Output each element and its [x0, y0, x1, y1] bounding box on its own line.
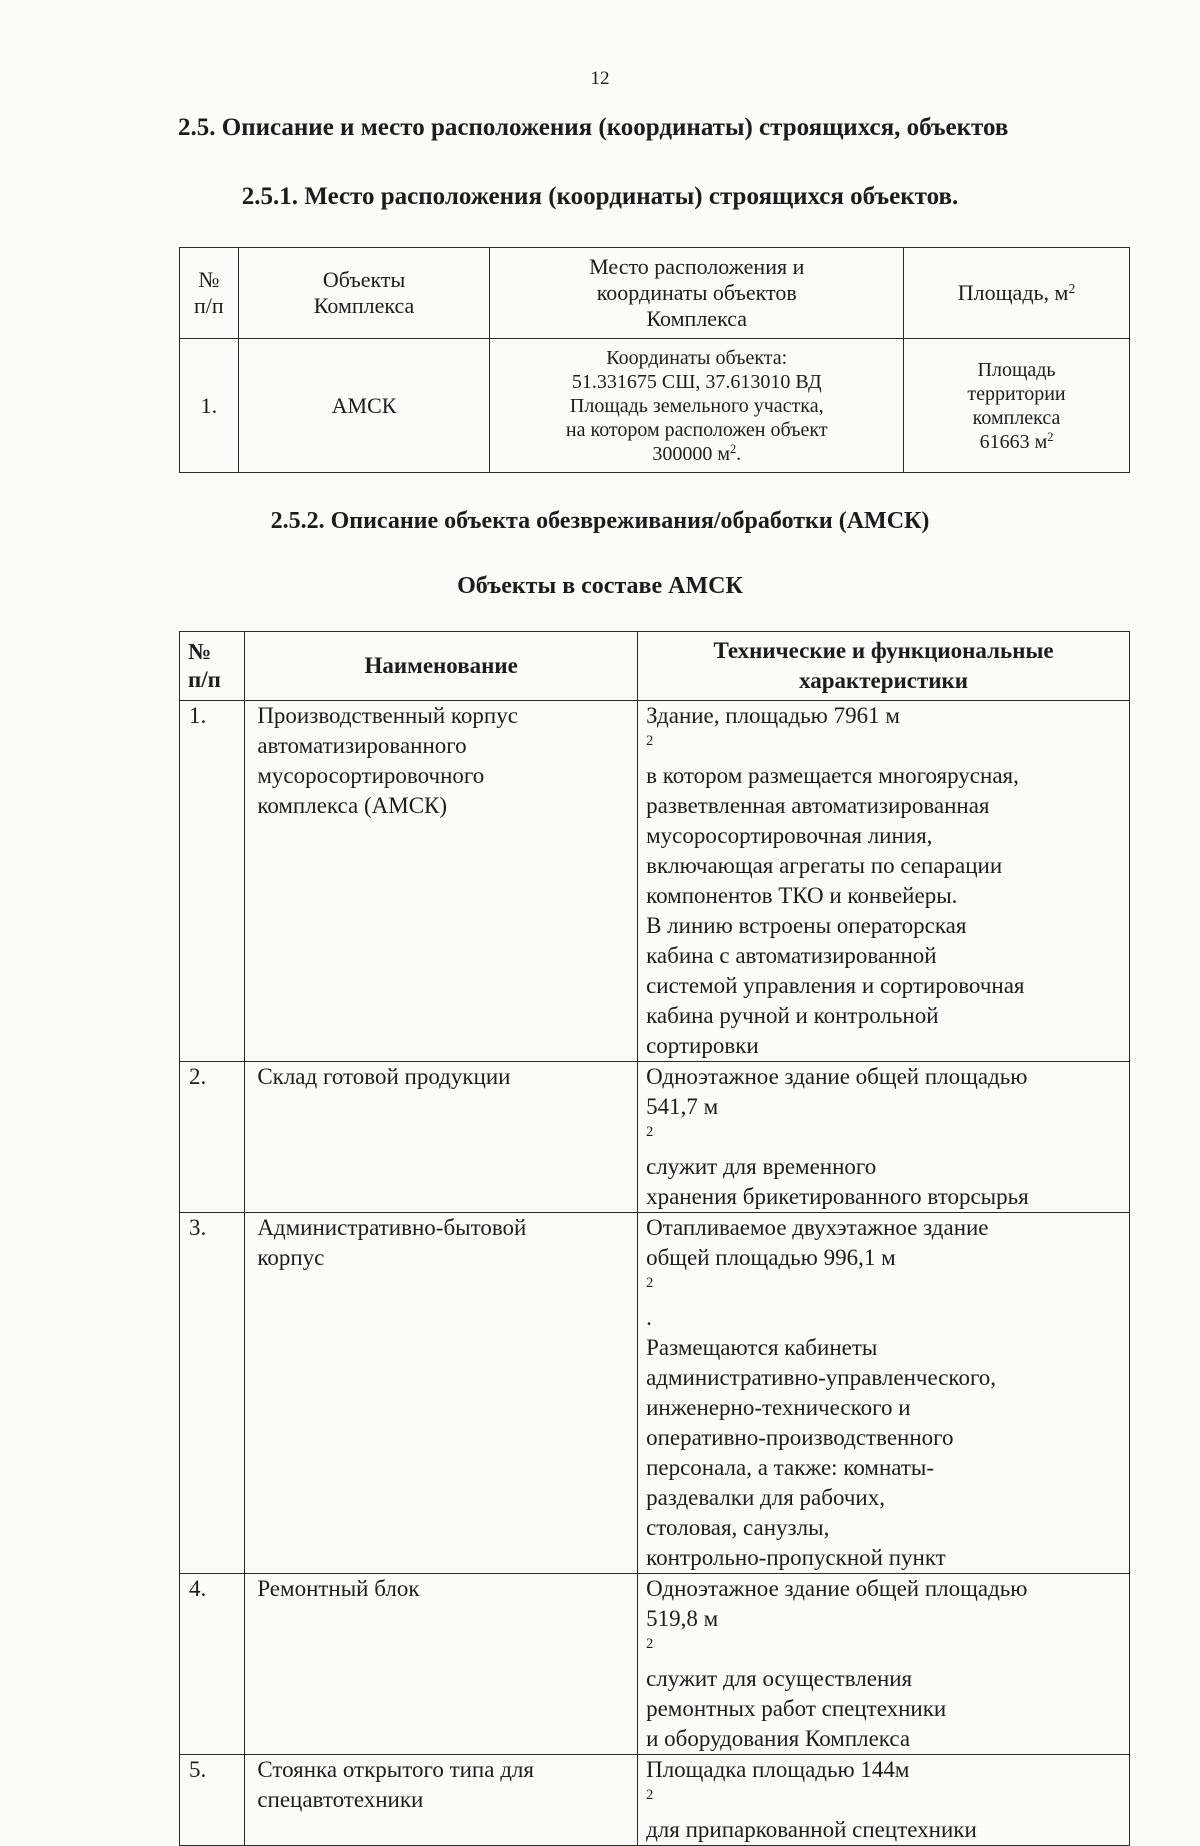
- desc-text: 541,7 м: [646, 1094, 719, 1119]
- header-num-line: №: [188, 639, 212, 664]
- location-line: Координаты объекта:: [606, 346, 788, 369]
- area-line: Площадь: [977, 358, 1056, 381]
- area-line: территории: [967, 382, 1066, 405]
- table-row: [180, 1574, 1130, 1755]
- row-num: 1.: [180, 339, 239, 473]
- location-area-sup: 2: [729, 441, 737, 456]
- desc-line: Отапливаемое двухэтажное здание: [646, 1215, 989, 1240]
- desc-line: Одноэтажное здание общей площадью: [646, 1576, 1028, 1601]
- header-location-line: Комплекса: [646, 306, 748, 331]
- desc-line: Размещаются кабинеты: [646, 1335, 878, 1360]
- area-value: 61663 м: [979, 430, 1048, 453]
- desc-line: кабина с автоматизированной: [646, 943, 937, 968]
- name-line: Склад готовой продукции: [257, 1064, 511, 1089]
- desc-line: ремонтных работ спецтехники: [646, 1696, 947, 1721]
- desc-line: для припаркованной спецтехники: [646, 1817, 977, 1842]
- header-objects-line: Комплекса: [313, 293, 415, 318]
- desc-line: раздевалки для рабочих,: [646, 1485, 885, 1510]
- location-line: Площадь земельного участка,: [569, 394, 824, 417]
- desc-line: включающая агрегаты по сепарации: [646, 853, 1003, 878]
- row-num: 1.: [180, 701, 245, 1062]
- header-name: Наименование: [245, 632, 638, 701]
- desc-text: общей площадью 996,1 м: [646, 1245, 896, 1270]
- name-line: корпус: [257, 1245, 325, 1270]
- desc-line: [646, 701, 1129, 761]
- desc-line: и оборудования Комплекса: [646, 1726, 911, 1751]
- desc-line: административно-управленческого,: [646, 1365, 997, 1390]
- desc-line: [646, 1755, 1129, 1815]
- row-name: [245, 1755, 638, 1846]
- desc-line: [646, 1243, 1129, 1333]
- area-sup: 2: [1047, 429, 1054, 444]
- area-line: комплекса: [972, 406, 1061, 429]
- desc-text: Площадка площадью 144м: [646, 1757, 910, 1782]
- desc-line: контрольно-пропускной пункт: [646, 1545, 946, 1570]
- subsection2-title: 2.5.2. Описание объекта обезвреживания/обработки (АМСК): [270, 508, 930, 534]
- header-objects: [238, 248, 490, 339]
- desc-text: служит для временного: [646, 1154, 877, 1179]
- row-name: [245, 701, 638, 1062]
- location-line: 51.331675 СШ, 37.613010 ВД: [571, 370, 822, 393]
- area-line: [904, 430, 1129, 454]
- row-description: [638, 1213, 1130, 1574]
- desc-sup: 2: [646, 1124, 654, 1141]
- desc-sup: 2: [646, 733, 654, 750]
- desc-text: служит для осуществления: [646, 1666, 913, 1691]
- desc-line: персонала, а также: комнаты-: [646, 1455, 935, 1480]
- table-row: [180, 339, 1130, 473]
- location-line: на котором расположен объект: [565, 418, 828, 441]
- desc-line: В линию встроены операторская: [646, 913, 967, 938]
- desc-text: .: [646, 1305, 652, 1330]
- row-num: 3.: [180, 1213, 245, 1574]
- header-num: [180, 248, 239, 339]
- subsection-title: 2.5.1. Место расположения (координаты) строящихся объектов.: [241, 183, 959, 210]
- desc-line: Одноэтажное здание общей площадью: [646, 1064, 1028, 1089]
- name-line: спецавтотехники: [257, 1787, 424, 1812]
- table2-title: Объекты в составе АМСК: [457, 573, 743, 599]
- header-location: [490, 248, 904, 339]
- desc-line: столовая, санузлы,: [646, 1515, 830, 1540]
- header-objects-line: Объекты: [322, 267, 406, 292]
- desc-sup: 2: [646, 1787, 654, 1804]
- desc-sup: 2: [646, 1275, 654, 1292]
- objects-table: [179, 631, 1130, 1846]
- desc-line: в котором размещается многоярусная,: [646, 763, 1019, 788]
- row-description: [638, 1062, 1130, 1213]
- section-title: 2.5. Описание и место расположения (координаты) строящихся, объектов: [178, 114, 1009, 141]
- name-line: Ремонтный блок: [257, 1576, 420, 1601]
- location-area-value: 300000 м: [652, 442, 730, 465]
- row-num: 5.: [180, 1755, 245, 1846]
- table-row: [180, 1755, 1130, 1846]
- header-num-line: №: [198, 267, 220, 292]
- desc-line: мусоросортировочная линия,: [646, 823, 933, 848]
- desc-text: Здание, площадью 7961 м: [646, 703, 900, 728]
- row-description: [638, 1574, 1130, 1755]
- row-name: [245, 1213, 638, 1574]
- desc-line: кабина ручной и контрольной: [646, 1003, 939, 1028]
- name-line: Стоянка открытого типа для: [257, 1757, 534, 1782]
- name-line: Производственный корпус: [257, 703, 518, 728]
- desc-line: инженерно-технического и: [646, 1395, 911, 1420]
- locations-table-header: [180, 248, 1130, 339]
- desc-line: системой управления и сортировочная: [646, 973, 1025, 998]
- desc-line: разветвленная автоматизированная: [646, 793, 990, 818]
- location-line: [490, 442, 903, 466]
- name-line: Административно-бытовой: [257, 1215, 527, 1240]
- header-num-line: п/п: [194, 293, 224, 318]
- location-area-end: .: [736, 442, 742, 465]
- table-row: [180, 1213, 1130, 1574]
- table-row: [180, 701, 1130, 1062]
- header-location-line: Место расположения и: [589, 254, 805, 279]
- row-name: [245, 1574, 638, 1755]
- name-line: автоматизированного: [257, 733, 467, 758]
- name-line: комплекса (АМСК): [257, 793, 448, 818]
- desc-line: оперативно-производственного: [646, 1425, 954, 1450]
- desc-line: [646, 1604, 1129, 1694]
- header-area: [904, 248, 1130, 339]
- row-object: АМСК: [238, 339, 490, 473]
- row-num: 4.: [180, 1574, 245, 1755]
- desc-line: хранения брикетированного вторсырья: [646, 1184, 1029, 1209]
- header-area-sup: 2: [1068, 280, 1076, 296]
- table-row: [180, 1062, 1130, 1213]
- desc-line: [646, 1092, 1129, 1182]
- header-chars: [638, 632, 1130, 701]
- page-number: 12: [590, 68, 610, 89]
- row-num: 2.: [180, 1062, 245, 1213]
- header-num: [180, 632, 245, 701]
- desc-sup: 2: [646, 1636, 654, 1653]
- name-line: мусоросортировочного: [257, 763, 485, 788]
- row-name: [245, 1062, 638, 1213]
- row-description: [638, 1755, 1130, 1846]
- locations-table: [179, 247, 1130, 473]
- header-chars-line: характеристики: [799, 668, 969, 693]
- row-location: [490, 339, 904, 473]
- desc-line: компонентов ТКО и конвейеры.: [646, 883, 958, 908]
- objects-table-header: [180, 632, 1130, 701]
- desc-text: 519,8 м: [646, 1606, 719, 1631]
- desc-line: сортировки: [646, 1033, 759, 1058]
- row-area: [904, 339, 1130, 473]
- header-location-line: координаты объектов: [596, 280, 797, 305]
- row-description: [638, 701, 1130, 1062]
- header-area-text: Площадь, м: [957, 280, 1069, 305]
- header-num-line: п/п: [188, 667, 221, 692]
- header-chars-line: Технические и функциональные: [713, 638, 1054, 663]
